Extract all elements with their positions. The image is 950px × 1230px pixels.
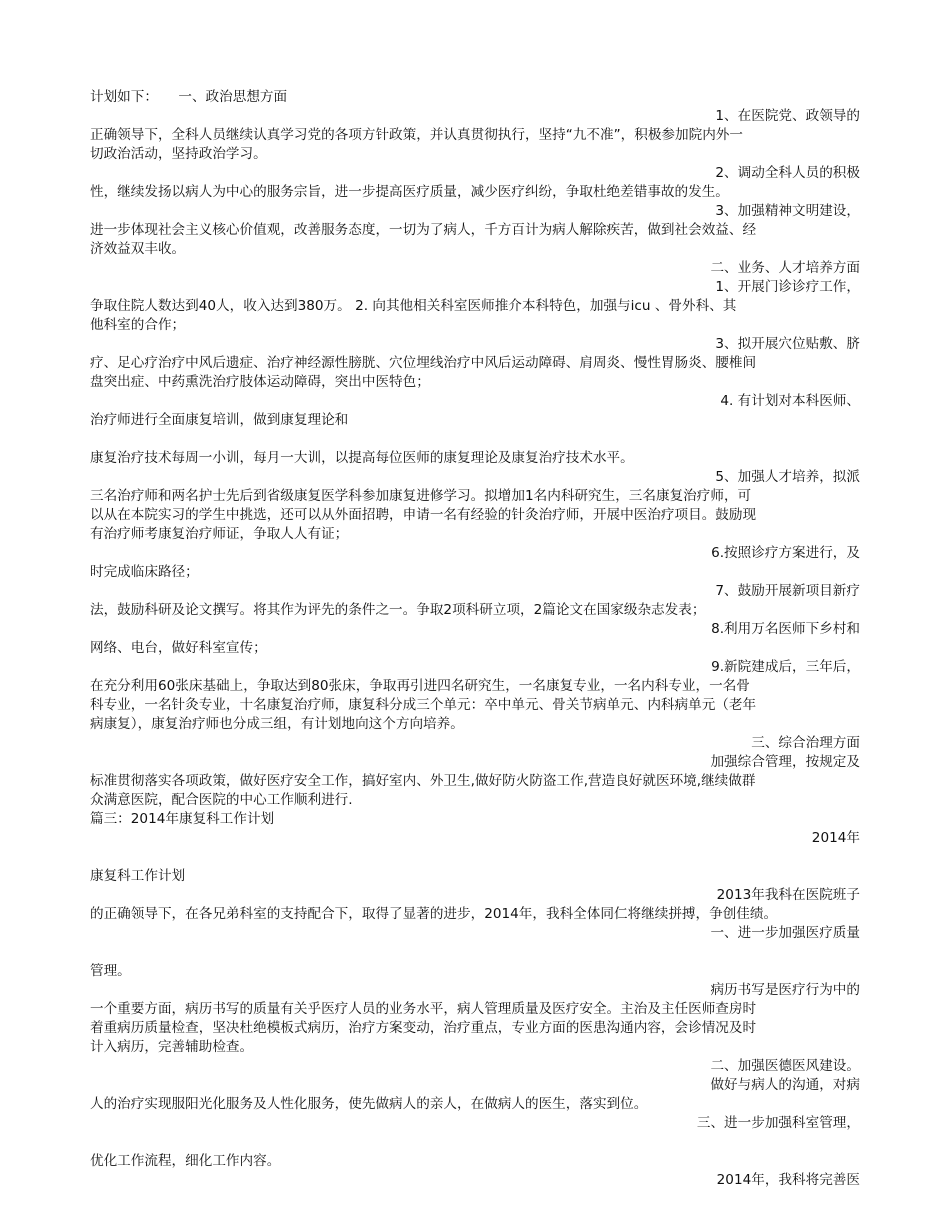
text-line: 他科室的合作；: [90, 317, 186, 333]
text-line: 治疗师进行全面康复培训，做到康复理论和: [90, 412, 349, 428]
document-body: [90, 88, 860, 1190]
text-line: 一、进一步加强医疗质量: [710, 925, 860, 941]
text-line: 性，继续发扬以病人为中心的服务宗旨，进一步提高医疗质量，减少医疗纠纷，争取杜绝差错事故的发生。: [90, 184, 729, 200]
text-line: 病康复），康复治疗师也分成三组，有计划地向这个方向培养。: [90, 716, 464, 732]
text-line: 二、加强医德医风建设。: [710, 1058, 860, 1074]
blank-line: [90, 430, 860, 449]
text-line: 进一步体现社会主义核心价值观，改善服务态度，一切为了病人，千方百计为病人解除疾苦，做到社会效益、经: [90, 222, 757, 238]
text-line: 标准贯彻落实各项政策，做好医疗安全工作，搞好室内、外卫生,做好防火防盗工作,营造良好就医环境,继续做群: [90, 773, 756, 789]
text-line: 5、加强人才培养，拟派: [715, 469, 860, 485]
text-line: 篇三：2014年康复科工作计划: [90, 811, 275, 827]
text-line: 加强综合管理，按规定及: [710, 754, 860, 770]
text-line: 2014年，我科将完善医: [716, 1172, 860, 1188]
text-line: 优化工作流程，细化工作内容。: [90, 1153, 281, 1169]
blank-line: [90, 943, 860, 962]
text-line: 一个重要方面，病历书写的质量有关乎医疗人员的业务水平，病人管理质量及医疗安全。主治及主任医师查房时: [90, 1001, 757, 1017]
text-line: 8.利用万名医师下乡村和: [711, 621, 860, 637]
text-line: 三名治疗师和两名护士先后到省级康复医学科参加康复进修学习。拟增加1名内科研究生，三名康复治疗师，可: [90, 488, 752, 504]
text-line: 1、在医院党、政领导的: [715, 108, 860, 124]
text-line: 做好与病人的沟通，对病: [710, 1077, 860, 1093]
text-line: 以从在本院实习的学生中挑选，还可以从外面招聘，申请一名有经验的针灸治疗师，开展中医治疗项目。鼓励现: [90, 507, 757, 523]
blank-line: [90, 1133, 860, 1152]
text-line: 有治疗师考康复治疗师证，争取人人有证；: [90, 526, 349, 542]
text-line: 3、加强精神文明建设，: [715, 203, 860, 219]
text-line: 科专业，一名针灸专业，十名康复治疗师，康复科分成三个单元：卒中单元、骨关节病单元、内科病单元（老年: [90, 697, 757, 713]
text-line: 2013年我科在医院班子: [716, 887, 860, 903]
text-line: 在充分利用60张床基础上，争取达到80张床，争取再引进四名研究生，一名康复专业，一名内科专业，一名骨: [90, 678, 750, 694]
text-line: 疗、足心疗治疗中风后遗症、治疗神经源性膀胱、穴位埋线治疗中风后运动障碍、肩周炎、慢性胃肠炎、腰椎间: [90, 355, 757, 371]
text-line: 争取住院人数达到40人，收入达到380万。 2. 向其他相关科室医师推介本科特色，加强与icu 、骨外科、其: [90, 298, 737, 314]
text-line: 2014年: [811, 830, 860, 846]
text-line: 法，鼓励科研及论文撰写。将其作为评先的条件之一。争取2项科研立项，2篇论文在国家级杂志发表；: [90, 602, 706, 618]
text-line: 6.按照诊疗方案进行，及: [711, 545, 860, 561]
text-line: 计划如下： 一、政治思想方面: [90, 89, 288, 105]
text-line: 的正确领导下，在各兄弟科室的支持配合下，取得了显著的进步，2014年，我科全体同仁将继续拼搏，争创佳绩。: [90, 906, 778, 922]
text-line: 4. 有计划对本科医师、: [720, 393, 860, 409]
text-line: 二、业务、人才培养方面: [710, 260, 860, 276]
text-line: 9.新院建成后，三年后，: [711, 659, 860, 675]
text-line: 济效益双丰收。: [90, 241, 186, 257]
text-line: 康复科工作计划: [90, 868, 186, 884]
text-line: 正确领导下，全科人员继续认真学习党的各项方针政策，并认真贯彻执行，坚持“九不准”，积极参加院内外一: [90, 127, 743, 143]
text-line: 三、综合治理方面: [751, 735, 860, 751]
text-line: 三、进一步加强科室管理，: [696, 1115, 860, 1131]
text-line: 切政治活动，坚持政治学习。: [90, 146, 267, 162]
text-line: 康复治疗技术每周一小训，每月一大训，以提高每位医师的康复理论及康复治疗技术水平。: [90, 450, 634, 466]
text-line: 计入病历，完善辅助检查。: [90, 1039, 254, 1055]
text-line: 管理。: [90, 963, 131, 979]
text-line: 3、拟开展穴位贴敷、脐: [715, 336, 860, 352]
blank-line: [90, 848, 860, 867]
text-line: 1、开展门诊诊疗工作，: [715, 279, 860, 295]
text-line: 人的治疗实现服阳光化服务及人性化服务，使先做病人的亲人，在做病人的医生，落实到位。: [90, 1096, 648, 1112]
text-line: 7、鼓励开展新项目新疗: [715, 583, 860, 599]
text-line: 2、调动全科人员的积极: [715, 165, 860, 181]
text-line: 病历书写是医疗行为中的: [710, 982, 860, 998]
text-line: 盘突出症、中药熏洗治疗肢体运动障碍，突出中医特色；: [90, 374, 430, 390]
text-line: 着重病历质量检查，坚决杜绝模板式病历，治疗方案变动，治疗重点，专业方面的医患沟通内容，会诊情况及时: [90, 1020, 757, 1036]
text-line: 时完成临床路径；: [90, 564, 199, 580]
text-line: 众满意医院，配合医院的中心工作顺利进行.: [90, 792, 353, 808]
text-line: 网络、电台，做好科室宣传；: [90, 640, 267, 656]
